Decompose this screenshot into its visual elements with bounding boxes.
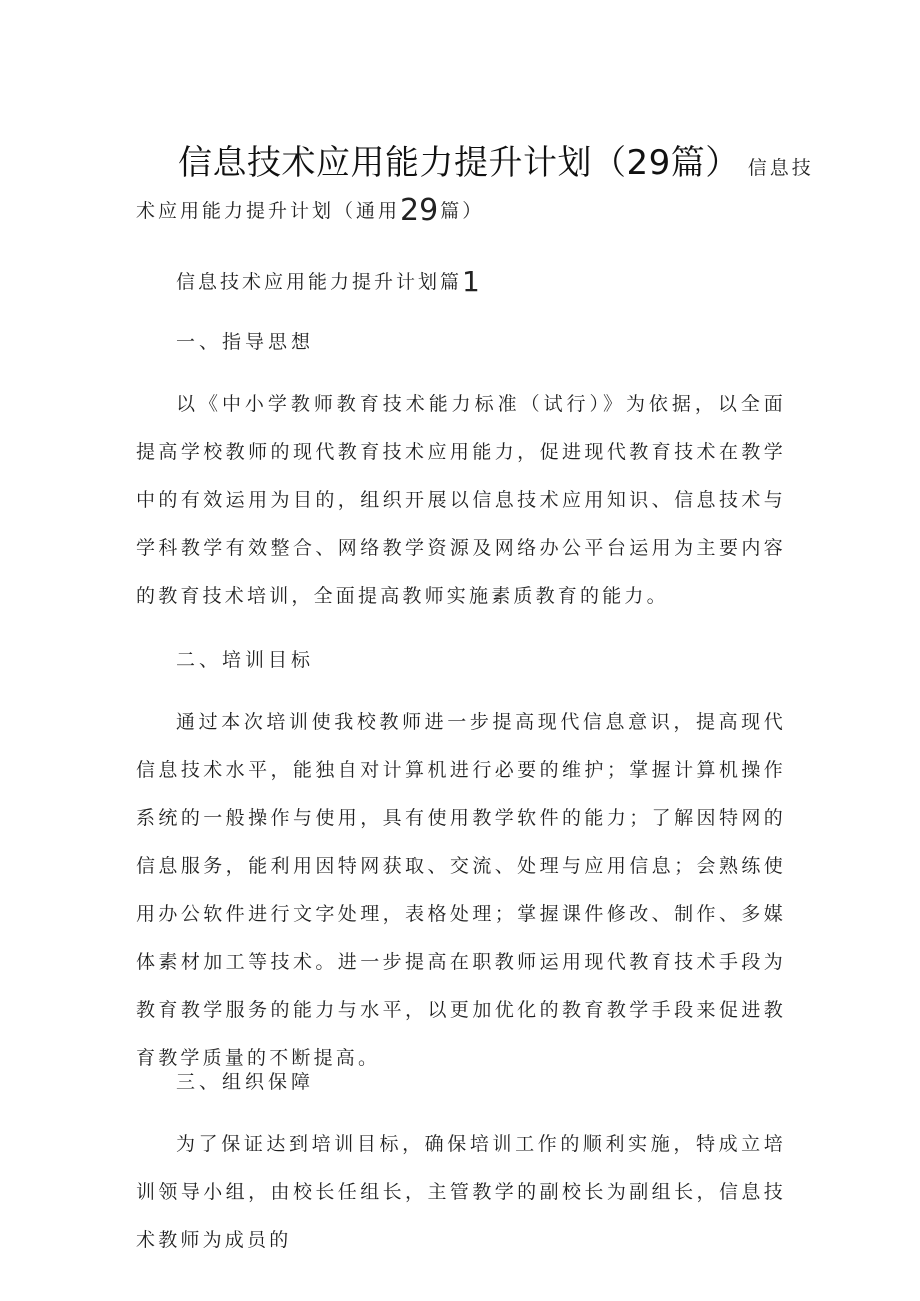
section-title-number: 1 [462,265,480,298]
section-title-prefix: 信息技术应用能力提升计划篇 [176,271,463,293]
heading-training-goals: 二、培训目标 [176,649,315,671]
paragraph-training-goals: 通过本次培训使我校教师进一步提高现代信息意识，提高现代信息技术水平，能独自对计算机进行必要的维护；掌握计算机操作系统的一般操作与使用，具有使用教学软件的能力；了解因特网的信息服务，能利用因特网获取、交流、处理与应用信息；会熟练使用办公软件进行文字处理，表格处理；掌握课件修改、制作、多媒体素材加工等技术。进一步提高在职教师运用现代教育技术手段为教育教学服务的能力与水平，以更加优化的教育教学手段来促进教育教学质量的不断提高。 [136,711,786,1069]
paragraph-organization: 为了保证达到培训目标，确保培训工作的顺利实施，特成立培训领导小组，由校长任组长，主管教学的副校长为副组长，信息技术教师为成员的 [136,1133,786,1251]
document-subtitle [136,193,485,228]
heading-organization: 三、组织保障 [176,1071,315,1093]
subtitle-number: 29 [400,193,439,228]
paragraph-guiding-ideology: 以《中小学教师教育技术能力标准（试行）》为依据，以全面提高学校教师的现代教育技术应用能力，促进现代教育技术在教学中的有效运用为目的，组织开展以信息技术应用知识、信息技术与学科教学有效整合、网络教学资源及网络办公平台运用为主要内容的教育技术培训，全面提高教师实施素质教育的能力。 [136,393,786,607]
title-main: 信息技术应用能力提升计划（29篇） [178,143,740,183]
subtitle-prefix: 术应用能力提升计划（通用 [136,200,401,222]
subtitle-suffix: 篇） [440,200,485,222]
document-title [178,143,814,183]
title-tail: 信息技 [747,157,814,179]
heading-guiding-ideology: 一、指导思想 [176,331,315,353]
section-title [176,265,480,298]
